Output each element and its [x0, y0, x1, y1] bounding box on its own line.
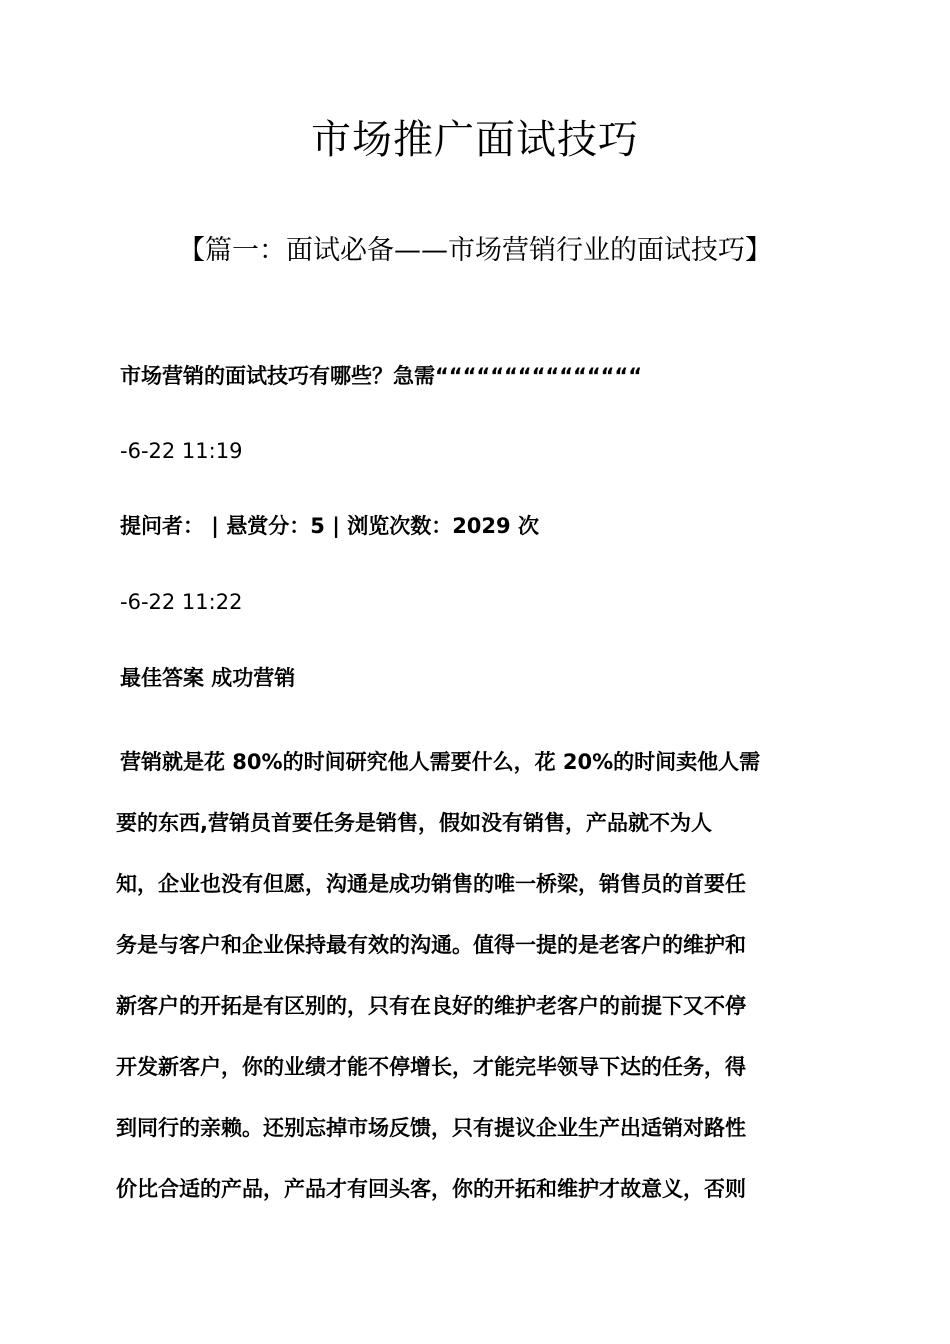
document-subtitle: 【篇一：面试必备——市场营销行业的面试技巧】: [178, 235, 772, 266]
answer-line: 到同行的亲赖。还别忘掉市场反馈，只有提议企业生产出适销对路性: [116, 1116, 746, 1140]
answer-line: 要的东西,营销员首要任务是销售，假如没有销售，产品就不为人: [116, 811, 712, 835]
best-answer-label: 最佳答案 成功营销: [120, 666, 296, 690]
answer-body: [116, 732, 842, 1220]
answer-line: 务是与客户和企业保持最有效的沟通。值得一提的是老客户的维护和: [116, 933, 746, 957]
answer-line: 开发新客户，你的业绩才能不停增长，才能完毕领导下达的任务，得: [116, 1055, 746, 1079]
answer-line: 营销就是花 80%的时间研究他人需要什么，花 20%的时间卖他人需: [120, 750, 761, 774]
answer-date: -6-22 11:22: [120, 590, 243, 614]
question-meta: 提问者： | 悬赏分：5 | 浏览次数：2029 次: [120, 514, 539, 538]
question-title: 市场营销的面试技巧有哪些？急需“““““““““““““““: [120, 364, 643, 388]
answer-line: 知，企业也没有但愿，沟通是成功销售的唯一桥梁，销售员的首要任: [116, 872, 746, 896]
question-date: -6-22 11:19: [120, 439, 243, 463]
document-title: 市场推广面试技巧: [311, 117, 639, 163]
answer-line: 价比合适的产品，产品才有回头客，你的开拓和维护才故意义，否则: [116, 1177, 746, 1201]
answer-line: 新客户的开拓是有区别的，只有在良好的维护老客户的前提下又不停: [116, 994, 746, 1018]
